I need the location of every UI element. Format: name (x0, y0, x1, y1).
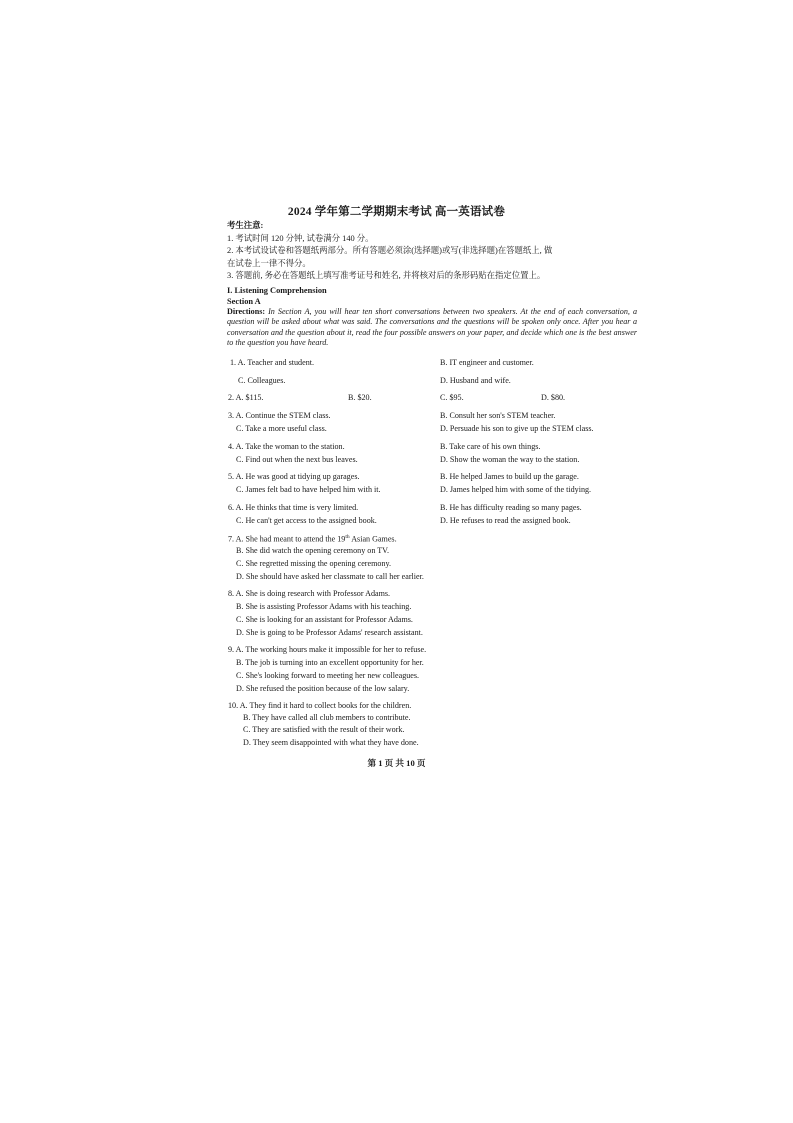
q5-option-c: C. James felt bad to have helped him with it. (236, 485, 381, 494)
q1-option-c: C. Colleagues. (238, 376, 286, 385)
q9-option-b: B. The job is turning into an excellent opportunity for her. (236, 658, 424, 667)
q5-option-a: 5. A. He was good at tidying up garages. (228, 472, 360, 481)
q4-option-a: 4. A. Take the woman to the station. (228, 442, 345, 451)
q1-option-d: D. Husband and wife. (440, 376, 511, 385)
q7-option-a (228, 532, 397, 545)
q10-option-b: B. They have called all club members to contribute. (243, 713, 411, 722)
directions-label: Directions: (227, 307, 266, 316)
notes-heading: 考生注意: (227, 221, 264, 230)
q5-option-d: D. James helped him with some of the tidying. (440, 485, 592, 494)
q3-option-a: 3. A. Continue the STEM class. (228, 411, 331, 420)
q2-option-c: C. $95. (440, 393, 464, 402)
q7-option-d: D. She should have asked her classmate to call her earlier. (236, 572, 424, 581)
notes-line: 1. 考试时间 120 分钟, 试卷满分 140 分。 (227, 233, 374, 243)
q8-option-b: B. She is assisting Professor Adams with his teaching. (236, 602, 412, 611)
q6-option-c: C. He can't get access to the assigned book. (236, 516, 377, 525)
q3-option-d: D. Persuade his son to give up the STEM class. (440, 424, 594, 433)
q7-option-c: C. She regretted missing the opening ceremony. (236, 559, 392, 568)
part-title: I. Listening Comprehension (227, 286, 327, 295)
q1-option-a: 1. A. Teacher and student. (230, 358, 315, 367)
q1-option-b: B. IT engineer and customer. (440, 358, 534, 367)
q4-option-d: D. Show the woman the way to the station. (440, 455, 580, 464)
notes-line: 在试卷上一律不得分。 (227, 258, 311, 268)
q6-option-d: D. He refuses to read the assigned book. (440, 516, 571, 525)
q3-option-b: B. Consult her son's STEM teacher. (440, 411, 556, 420)
exam-notes (227, 220, 647, 283)
q9-option-d: D. She refused the position because of the low salary. (236, 684, 410, 693)
q2-option-a: 2. A. $115. (228, 393, 264, 402)
q7-ordinal-suffix: th (345, 534, 350, 540)
exam-title: 2024 学年第二学期期末考试 高一英语试卷 (287, 206, 506, 218)
q10-option-d: D. They seem disappointed with what they have done. (243, 738, 419, 747)
q8-option-a: 8. A. She is doing research with Professor Adams. (228, 589, 391, 598)
section-heading (227, 285, 647, 307)
directions (227, 307, 637, 348)
page-number: 第 1 页 共 10 页 (367, 758, 426, 768)
q7-option-a-text: 7. A. She had meant to attend the 19 (228, 534, 346, 544)
q4-option-c: C. Find out when the next bus leaves. (236, 455, 358, 464)
q2-option-b: B. $20. (348, 393, 372, 402)
q9-option-a: 9. A. The working hours make it impossible for her to refuse. (228, 645, 427, 654)
section-title: Section A (227, 297, 261, 306)
q10-option-a: 10. A. They find it hard to collect books for the children. (228, 701, 412, 710)
q7-option-b: B. She did watch the opening ceremony on TV. (236, 546, 390, 555)
q6-option-a: 6. A. He thinks that time is very limited. (228, 503, 359, 512)
q6-option-b: B. He has difficulty reading so many pages. (440, 503, 582, 512)
q9-option-c: C. She's looking forward to meeting her new colleagues. (236, 671, 420, 680)
q8-option-c: C. She is looking for an assistant for Professor Adams. (236, 615, 413, 624)
q4-option-b: B. Take care of his own things. (440, 442, 541, 451)
q7-option-a-text-end: Asian Games. (349, 534, 397, 544)
q5-option-b: B. He helped James to build up the garage. (440, 472, 579, 481)
q2-option-d: D. $80. (541, 393, 566, 402)
q3-option-c: C. Take a more useful class. (236, 424, 327, 433)
directions-text: In Section A, you will hear ten short conversations between two speakers. At the end of each conversation, a question will be asked about what was said. The conversations and the questions will be spoken only once. After you hear a conversation and the question about it, read the four possible answers on your paper, and decide which one is the best answer to the question you have heard. (227, 307, 637, 347)
q10-option-c: C. They are satisfied with the result of their work. (243, 725, 405, 734)
notes-line: 2. 本考试设试卷和答题纸两部分。所有答题必须涂(选择题)或写(非选择题)在答题纸上, 做 (227, 246, 553, 256)
q8-option-d: D. She is going to be Professor Adams' research assistant. (236, 628, 423, 637)
notes-line: 3. 答题前, 务必在答题纸上填写准考证号和姓名, 并将核对后的条形码贴在指定位置上。 (227, 271, 546, 281)
